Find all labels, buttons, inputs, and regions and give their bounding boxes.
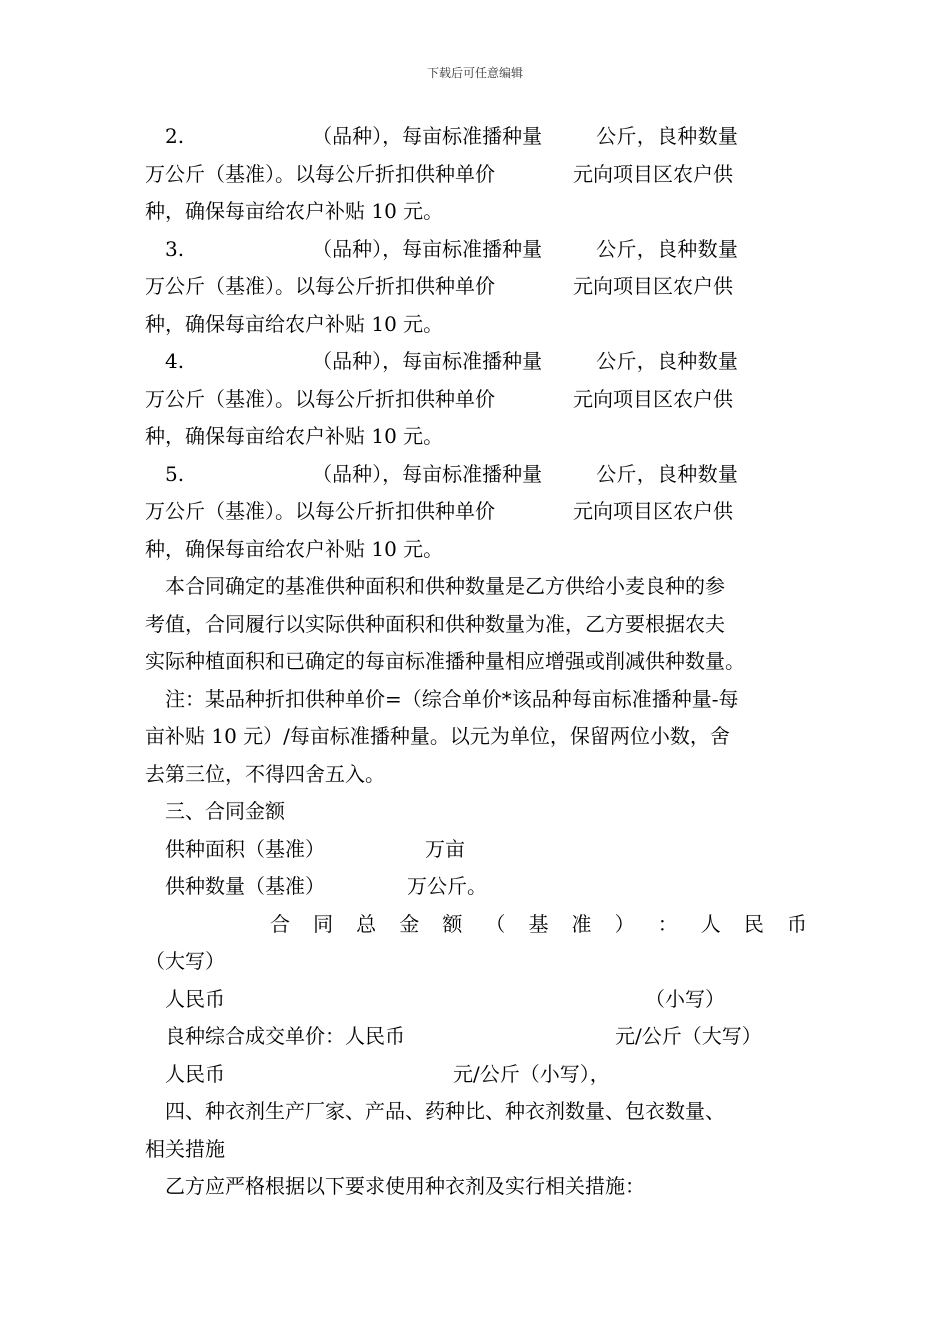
total-amount-line: 合 同 总 金 额 （ 基 准 ） ： 人 民 币	[270, 911, 807, 936]
seed-item-line: 种，确保每亩给农户补贴 10 元。	[145, 311, 444, 336]
section-4-intro: 乙方应严格根据以下要求使用种衣剂及实行相关措施：	[165, 1174, 645, 1198]
document-body	[145, 118, 807, 1206]
rmb-small-line: 人民币 （小写）	[165, 986, 725, 1011]
page-header-note: 下载后可任意编辑	[426, 66, 523, 80]
seed-item-line: 万公斤（基准）。以每公斤折扣供种单价 元向项目区农户供	[145, 274, 733, 298]
seed-item-line: 5. （品种），每亩标准播种量 公斤，良种数量	[165, 461, 739, 486]
seed-item-line: 3. （品种），每亩标准播种量 公斤，良种数量	[165, 236, 739, 261]
section-3-title: 三、合同金额	[165, 799, 285, 823]
seed-item-line: 万公斤（基准）。以每公斤折扣供种单价 元向项目区农户供	[145, 161, 733, 186]
section-4-title-cont: 相关措施	[145, 1136, 225, 1161]
seed-item-line: 4. （品种），每亩标准播种量 公斤，良种数量	[165, 349, 739, 373]
seed-item	[145, 343, 807, 456]
seed-item-line: 2. （品种），每亩标准播种量 公斤，良种数量	[165, 124, 739, 148]
note-line: 亩补贴 10 元）/每亩标准播种量。以元为单位，保留两位小数，舍	[145, 724, 730, 748]
seed-item-line: 万公斤（基准）。以每公斤折扣供种单价 元向项目区农户供	[145, 386, 733, 411]
seed-item	[145, 231, 807, 344]
note-line: 注：某品种折扣供种单价=（综合单价*该品种每亩标准播种量-每	[165, 686, 739, 711]
seed-item	[145, 118, 807, 231]
basis-line: 考值，合同履行以实际供种面积和供种数量为准，乙方要根据农夫	[145, 611, 725, 636]
basis-line: 实际种植面积和已确定的每亩标准播种量相应增强或削减供种数量。	[145, 649, 745, 673]
seed-item-line: 种，确保每亩给农户补贴 10 元。	[145, 536, 444, 561]
basis-line: 本合同确定的基准供种面积和供种数量是乙方供给小麦良种的参	[165, 574, 725, 598]
seed-item-line: 种，确保每亩给农户补贴 10 元。	[145, 424, 444, 448]
price-note	[145, 681, 807, 794]
note-line: 去第三位，不得四舍五入。	[145, 761, 385, 786]
supply-area-line: 供种面积（基准） 万亩	[165, 836, 465, 861]
total-amount-upper-label: （大写）	[145, 949, 225, 973]
section-4-title: 四、种衣剂生产厂家、产品、药种比、种衣剂数量、包衣数量、	[165, 1099, 725, 1123]
unit-price-line: 良种综合成交单价：人民币 元/公斤（大写）	[165, 1024, 762, 1048]
seed-item	[145, 456, 807, 569]
unit-price-small-line: 人民币 元/公斤（小写），	[165, 1061, 610, 1086]
seed-item-line: 种，确保每亩给农户补贴 10 元。	[145, 199, 444, 223]
basis-paragraph	[145, 568, 807, 681]
supply-quantity-line: 供种数量（基准） 万公斤。	[165, 874, 487, 898]
seed-item-line: 万公斤（基准）。以每公斤折扣供种单价 元向项目区农户供	[145, 499, 733, 523]
